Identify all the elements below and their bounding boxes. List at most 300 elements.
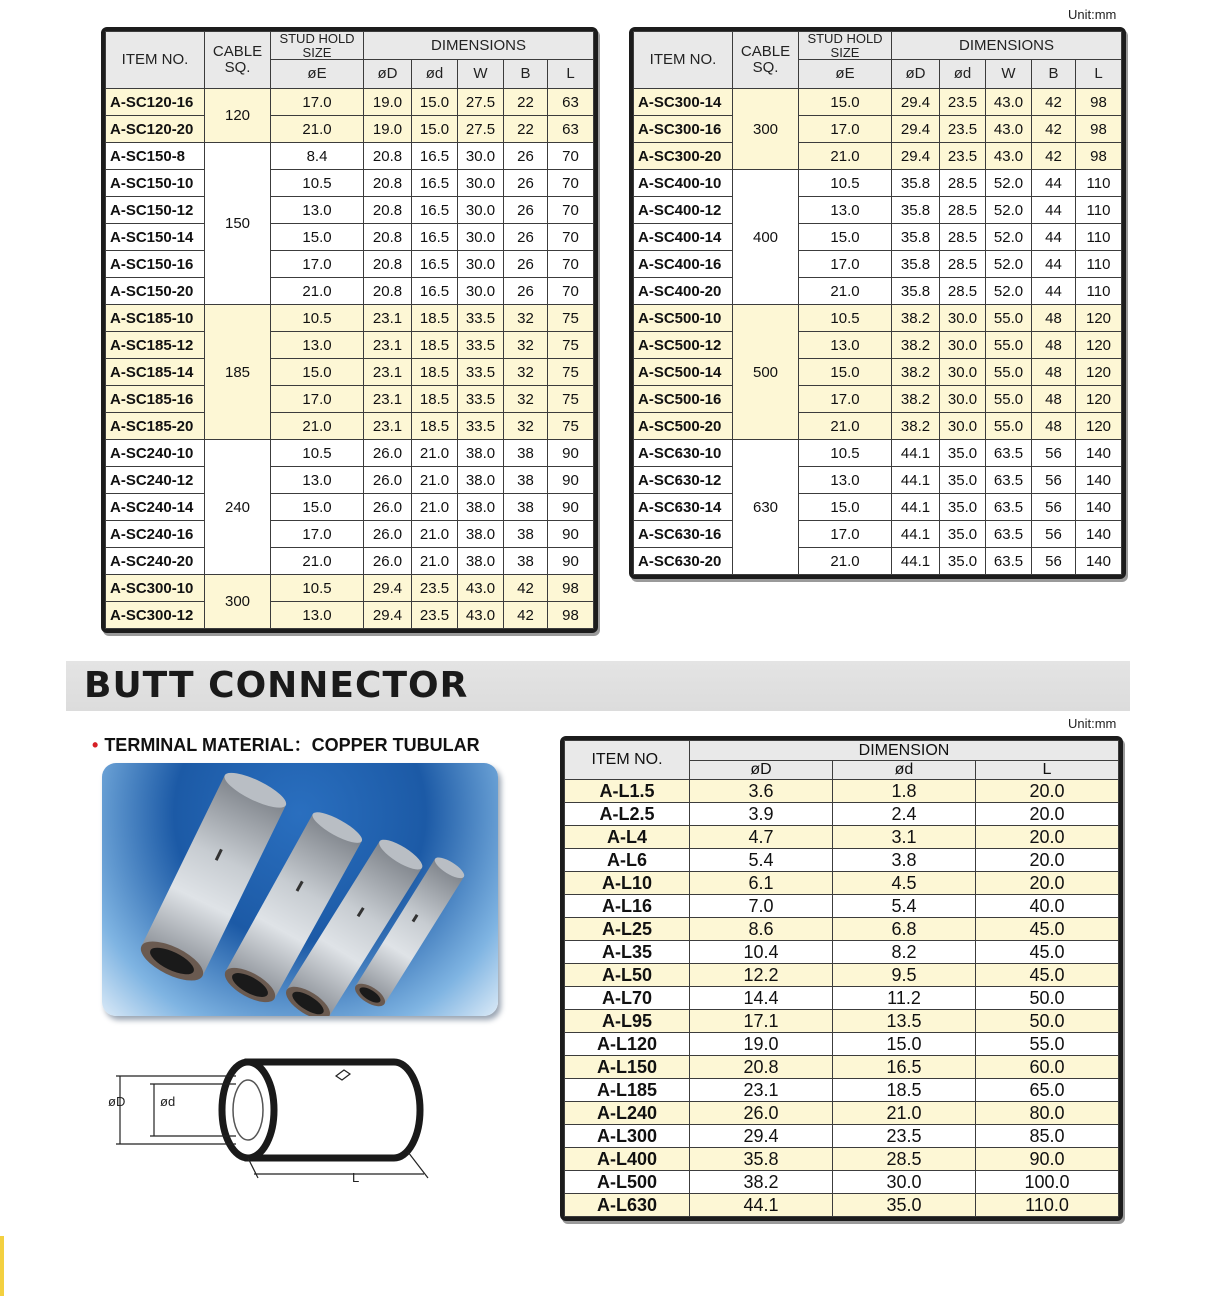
table-row [634, 170, 1122, 197]
l-cell: 63 [548, 116, 594, 143]
table-row [565, 1056, 1119, 1079]
b-cell: 56 [1032, 467, 1076, 494]
l-cell: 20.0 [976, 780, 1119, 803]
id-cell: 28.5 [833, 1148, 976, 1171]
l-cell: 120 [1076, 413, 1122, 440]
cable-sq-cell: 120 [205, 89, 271, 143]
item-no-cell: A-L4 [565, 826, 690, 849]
stud-e-cell: 10.5 [271, 440, 364, 467]
section-banner [66, 661, 1130, 711]
b-cell: 26 [504, 278, 548, 305]
id-cell: 23.5 [940, 89, 986, 116]
header-cable-line-1: CABLE [740, 43, 791, 61]
l-cell: 120 [1076, 332, 1122, 359]
od-cell: 38.2 [892, 386, 940, 413]
od-cell: 38.2 [892, 305, 940, 332]
table-row [106, 170, 594, 197]
id-cell: 30.0 [940, 305, 986, 332]
stud-e-cell: 21.0 [799, 548, 892, 575]
w-cell: 38.0 [458, 467, 504, 494]
stud-e-cell: 21.0 [799, 143, 892, 170]
od-cell: 7.0 [690, 895, 833, 918]
diagram-label-d: ød [160, 1094, 176, 1109]
l-cell: 70 [548, 224, 594, 251]
b-cell: 26 [504, 143, 548, 170]
item-no-cell: A-SC240-10 [106, 440, 205, 467]
table-row [106, 413, 594, 440]
item-no-cell: A-SC240-12 [106, 467, 205, 494]
item-no-cell: A-SC500-10 [634, 305, 733, 332]
l-cell: 40.0 [976, 895, 1119, 918]
item-no-cell: A-SC120-20 [106, 116, 205, 143]
id-cell: 21.0 [412, 494, 458, 521]
item-no-cell: A-SC185-16 [106, 386, 205, 413]
header-stud-line-1: STUD HOLD [279, 31, 355, 46]
id-cell: 21.0 [412, 467, 458, 494]
l-cell: 90.0 [976, 1148, 1119, 1171]
w-cell: 63.5 [986, 467, 1032, 494]
item-no-cell: A-SC300-16 [634, 116, 733, 143]
item-no-cell: A-L630 [565, 1194, 690, 1217]
od-cell: 29.4 [364, 575, 412, 602]
id-cell: 5.4 [833, 895, 976, 918]
table-row [106, 143, 594, 170]
od-cell: 35.8 [892, 251, 940, 278]
item-no-cell: A-L10 [565, 872, 690, 895]
od-cell: 20.8 [364, 278, 412, 305]
id-cell: 13.5 [833, 1010, 976, 1033]
w-cell: 43.0 [986, 89, 1032, 116]
stud-e-cell: 13.0 [799, 197, 892, 224]
table-row [634, 116, 1122, 143]
table-row [634, 548, 1122, 575]
stud-e-cell: 15.0 [799, 224, 892, 251]
table-row [565, 918, 1119, 941]
item-no-cell: A-SC150-16 [106, 251, 205, 278]
w-cell: 55.0 [986, 359, 1032, 386]
table-row [565, 987, 1119, 1010]
b-cell: 42 [504, 575, 548, 602]
od-cell: 19.0 [364, 89, 412, 116]
item-no-cell: A-L35 [565, 941, 690, 964]
od-cell: 35.8 [892, 278, 940, 305]
header-phi-d: ød [412, 60, 458, 89]
cable-sq-cell: 185 [205, 305, 271, 440]
header-stud-line-1: STUD HOLD [807, 31, 883, 46]
header-stud-line-2: SIZE [830, 44, 860, 60]
table-row [634, 251, 1122, 278]
table-row [106, 521, 594, 548]
table-row [634, 467, 1122, 494]
w-cell: 30.0 [458, 224, 504, 251]
w-cell: 63.5 [986, 548, 1032, 575]
w-cell: 33.5 [458, 359, 504, 386]
l-cell: 140 [1076, 494, 1122, 521]
od-cell: 20.8 [364, 224, 412, 251]
w-cell: 33.5 [458, 305, 504, 332]
od-cell: 23.1 [364, 413, 412, 440]
item-no-cell: A-L6 [565, 849, 690, 872]
od-cell: 20.8 [364, 170, 412, 197]
item-no-cell: A-SC630-20 [634, 548, 733, 575]
b-cell: 56 [1032, 440, 1076, 467]
l-cell: 75 [548, 332, 594, 359]
w-cell: 30.0 [458, 278, 504, 305]
table-row [106, 278, 594, 305]
table-row [634, 89, 1122, 116]
table-row [106, 359, 594, 386]
w-cell: 52.0 [986, 170, 1032, 197]
item-no-cell: A-SC240-14 [106, 494, 205, 521]
item-no-cell: A-SC240-20 [106, 548, 205, 575]
id-cell: 28.5 [940, 197, 986, 224]
product-photo [102, 763, 498, 1016]
cable-sq-cell: 300 [733, 89, 799, 170]
stud-e-cell: 21.0 [799, 278, 892, 305]
spec-table-left [105, 31, 594, 629]
od-cell: 44.1 [892, 440, 940, 467]
table-row [565, 1033, 1119, 1056]
w-cell: 38.0 [458, 548, 504, 575]
w-cell: 55.0 [986, 413, 1032, 440]
b-cell: 56 [1032, 548, 1076, 575]
w-cell: 27.5 [458, 89, 504, 116]
b-cell: 26 [504, 251, 548, 278]
butt-table-frame [560, 736, 1123, 1221]
od-cell: 20.8 [690, 1056, 833, 1079]
id-cell: 1.8 [833, 780, 976, 803]
item-no-cell: A-SC500-12 [634, 332, 733, 359]
l-cell: 45.0 [976, 964, 1119, 987]
l-cell: 110 [1076, 170, 1122, 197]
od-cell: 10.4 [690, 941, 833, 964]
item-no-cell: A-L500 [565, 1171, 690, 1194]
w-cell: 38.0 [458, 440, 504, 467]
stud-e-cell: 10.5 [799, 305, 892, 332]
stud-e-cell: 10.5 [799, 170, 892, 197]
id-cell: 16.5 [412, 224, 458, 251]
table-row [565, 895, 1119, 918]
header-B: B [504, 60, 548, 89]
w-cell: 52.0 [986, 224, 1032, 251]
cable-sq-cell: 240 [205, 440, 271, 575]
header-phi-E: øE [799, 60, 892, 89]
table-row [106, 386, 594, 413]
b-cell: 38 [504, 494, 548, 521]
od-cell: 26.0 [364, 440, 412, 467]
item-no-cell: A-SC150-14 [106, 224, 205, 251]
header-W: W [986, 60, 1032, 89]
item-no-cell: A-L70 [565, 987, 690, 1010]
item-no-cell: A-SC500-14 [634, 359, 733, 386]
b-cell: 22 [504, 89, 548, 116]
w-cell: 55.0 [986, 305, 1032, 332]
header-phi-d: ød [940, 60, 986, 89]
b-cell: 32 [504, 305, 548, 332]
page-edge-mark [0, 1236, 4, 1296]
b-cell: 48 [1032, 413, 1076, 440]
table-row [565, 1102, 1119, 1125]
id-cell: 30.0 [940, 386, 986, 413]
id-cell: 16.5 [412, 278, 458, 305]
stud-e-cell: 17.0 [799, 116, 892, 143]
item-no-cell: A-L300 [565, 1125, 690, 1148]
stud-e-cell: 17.0 [271, 521, 364, 548]
id-cell: 6.8 [833, 918, 976, 941]
header-dimensions: DIMENSIONS [892, 32, 1122, 60]
header-phi-D: øD [892, 60, 940, 89]
l-cell: 120 [1076, 386, 1122, 413]
l-cell: 50.0 [976, 987, 1119, 1010]
od-cell: 19.0 [690, 1033, 833, 1056]
header-B: B [1032, 60, 1076, 89]
table-row [565, 803, 1119, 826]
w-cell: 43.0 [458, 575, 504, 602]
table-row [565, 780, 1119, 803]
b-cell: 42 [1032, 143, 1076, 170]
od-cell: 44.1 [892, 494, 940, 521]
l-cell: 70 [548, 143, 594, 170]
id-cell: 16.5 [412, 251, 458, 278]
l-cell: 90 [548, 467, 594, 494]
od-cell: 23.1 [364, 305, 412, 332]
id-cell: 21.0 [412, 440, 458, 467]
item-no-cell: A-SC150-20 [106, 278, 205, 305]
b-cell: 44 [1032, 197, 1076, 224]
w-cell: 30.0 [458, 251, 504, 278]
b-cell: 44 [1032, 278, 1076, 305]
table-row [106, 332, 594, 359]
id-cell: 30.0 [940, 359, 986, 386]
item-no-cell: A-SC185-10 [106, 305, 205, 332]
item-no-cell: A-SC500-20 [634, 413, 733, 440]
item-no-cell: A-SC300-14 [634, 89, 733, 116]
l-cell: 140 [1076, 521, 1122, 548]
b-cell: 48 [1032, 305, 1076, 332]
item-no-cell: A-SC240-16 [106, 521, 205, 548]
l-cell: 80.0 [976, 1102, 1119, 1125]
stud-e-cell: 10.5 [799, 440, 892, 467]
table-row [106, 116, 594, 143]
l-cell: 45.0 [976, 941, 1119, 964]
table-row [106, 305, 594, 332]
w-cell: 63.5 [986, 521, 1032, 548]
cable-sq-cell: 630 [733, 440, 799, 575]
od-cell: 38.2 [892, 359, 940, 386]
w-cell: 33.5 [458, 332, 504, 359]
id-cell: 16.5 [412, 143, 458, 170]
od-cell: 19.0 [364, 116, 412, 143]
header-W: W [458, 60, 504, 89]
l-cell: 20.0 [976, 826, 1119, 849]
od-cell: 26.0 [690, 1102, 833, 1125]
od-cell: 38.2 [892, 413, 940, 440]
material-line [92, 731, 480, 757]
table-row [634, 494, 1122, 521]
unit-label-top: Unit:mm [1068, 7, 1117, 22]
item-no-cell: A-SC630-12 [634, 467, 733, 494]
table-row [106, 494, 594, 521]
table-row [634, 413, 1122, 440]
w-cell: 43.0 [458, 602, 504, 629]
item-no-cell: A-SC300-12 [106, 602, 205, 629]
table-row [106, 440, 594, 467]
item-no-cell: A-L400 [565, 1148, 690, 1171]
header-item-no: ITEM NO. [565, 741, 690, 780]
od-cell: 23.1 [690, 1079, 833, 1102]
table-row [634, 332, 1122, 359]
table-row [106, 224, 594, 251]
header-stud-hold-size [799, 32, 892, 60]
b-cell: 48 [1032, 386, 1076, 413]
od-cell: 29.4 [364, 602, 412, 629]
l-cell: 110 [1076, 251, 1122, 278]
id-cell: 3.1 [833, 826, 976, 849]
l-cell: 140 [1076, 440, 1122, 467]
od-cell: 17.1 [690, 1010, 833, 1033]
id-cell: 18.5 [412, 332, 458, 359]
item-no-cell: A-SC400-12 [634, 197, 733, 224]
id-cell: 16.5 [833, 1056, 976, 1079]
header-dimension: DIMENSION [690, 741, 1119, 761]
id-cell: 9.5 [833, 964, 976, 987]
diagram-label-L: L [352, 1170, 360, 1185]
w-cell: 30.0 [458, 143, 504, 170]
stud-e-cell: 13.0 [271, 602, 364, 629]
b-cell: 42 [504, 602, 548, 629]
l-cell: 98 [548, 602, 594, 629]
l-cell: 140 [1076, 548, 1122, 575]
item-no-cell: A-SC185-14 [106, 359, 205, 386]
od-cell: 35.8 [892, 197, 940, 224]
item-no-cell: A-L16 [565, 895, 690, 918]
item-no-cell: A-L1.5 [565, 780, 690, 803]
od-cell: 8.6 [690, 918, 833, 941]
w-cell: 55.0 [986, 332, 1032, 359]
od-cell: 23.1 [364, 386, 412, 413]
table-row [565, 1125, 1119, 1148]
od-cell: 44.1 [892, 521, 940, 548]
item-no-cell: A-SC300-10 [106, 575, 205, 602]
stud-e-cell: 13.0 [799, 467, 892, 494]
cable-sq-cell: 150 [205, 143, 271, 305]
l-cell: 75 [548, 359, 594, 386]
l-cell: 98 [548, 575, 594, 602]
id-cell: 28.5 [940, 251, 986, 278]
od-cell: 26.0 [364, 521, 412, 548]
l-cell: 90 [548, 521, 594, 548]
stud-e-cell: 15.0 [799, 89, 892, 116]
header-cable-line-2: SQ. [752, 59, 779, 77]
od-cell: 6.1 [690, 872, 833, 895]
l-cell: 20.0 [976, 849, 1119, 872]
od-cell: 38.2 [892, 332, 940, 359]
stud-e-cell: 17.0 [799, 386, 892, 413]
id-cell: 30.0 [940, 413, 986, 440]
item-no-cell: A-L2.5 [565, 803, 690, 826]
item-no-cell: A-L240 [565, 1102, 690, 1125]
b-cell: 48 [1032, 359, 1076, 386]
table-row [106, 251, 594, 278]
b-cell: 56 [1032, 494, 1076, 521]
stud-e-cell: 15.0 [271, 359, 364, 386]
item-no-cell: A-SC185-20 [106, 413, 205, 440]
id-cell: 30.0 [833, 1171, 976, 1194]
b-cell: 32 [504, 332, 548, 359]
connector-photo-illustration [102, 763, 498, 1016]
sc-table-left [101, 27, 598, 633]
table-row [106, 89, 594, 116]
item-no-cell: A-SC120-16 [106, 89, 205, 116]
id-cell: 35.0 [940, 494, 986, 521]
table-row [565, 826, 1119, 849]
table-row [634, 224, 1122, 251]
stud-e-cell: 10.5 [271, 305, 364, 332]
id-cell: 11.2 [833, 987, 976, 1010]
b-cell: 26 [504, 224, 548, 251]
spec-table-right [633, 31, 1122, 575]
table-row [565, 941, 1119, 964]
table-row [565, 964, 1119, 987]
b-cell: 26 [504, 170, 548, 197]
item-no-cell: A-L95 [565, 1010, 690, 1033]
w-cell: 38.0 [458, 521, 504, 548]
l-cell: 110 [1076, 224, 1122, 251]
od-cell: 44.1 [690, 1194, 833, 1217]
stud-e-cell: 15.0 [271, 224, 364, 251]
table-row [634, 143, 1122, 170]
od-cell: 3.6 [690, 780, 833, 803]
table-row [634, 305, 1122, 332]
w-cell: 30.0 [458, 197, 504, 224]
item-no-cell: A-SC400-14 [634, 224, 733, 251]
table-row [634, 359, 1122, 386]
od-cell: 14.4 [690, 987, 833, 1010]
l-cell: 70 [548, 197, 594, 224]
id-cell: 2.4 [833, 803, 976, 826]
header-stud-hold-size [271, 32, 364, 60]
id-cell: 18.5 [412, 359, 458, 386]
item-no-cell: A-SC300-20 [634, 143, 733, 170]
header-phi-d: ød [833, 761, 976, 780]
table-row [565, 1171, 1119, 1194]
stud-e-cell: 13.0 [271, 332, 364, 359]
table-row [106, 548, 594, 575]
w-cell: 33.5 [458, 386, 504, 413]
table-row [634, 521, 1122, 548]
b-cell: 44 [1032, 224, 1076, 251]
header-phi-D: øD [690, 761, 833, 780]
l-cell: 63 [548, 89, 594, 116]
stud-e-cell: 13.0 [271, 467, 364, 494]
b-cell: 48 [1032, 332, 1076, 359]
header-L: L [548, 60, 594, 89]
item-no-cell: A-SC400-16 [634, 251, 733, 278]
w-cell: 43.0 [986, 116, 1032, 143]
b-cell: 38 [504, 467, 548, 494]
material-label: TERMINAL MATERIAL：COPPER TUBULAR [104, 735, 480, 755]
header-phi-E: øE [271, 60, 364, 89]
item-no-cell: A-SC630-10 [634, 440, 733, 467]
table-row [565, 1079, 1119, 1102]
sc-table-right [629, 27, 1126, 579]
w-cell: 63.5 [986, 494, 1032, 521]
id-cell: 8.2 [833, 941, 976, 964]
l-cell: 70 [548, 251, 594, 278]
id-cell: 30.0 [940, 332, 986, 359]
od-cell: 29.4 [690, 1125, 833, 1148]
l-cell: 75 [548, 305, 594, 332]
